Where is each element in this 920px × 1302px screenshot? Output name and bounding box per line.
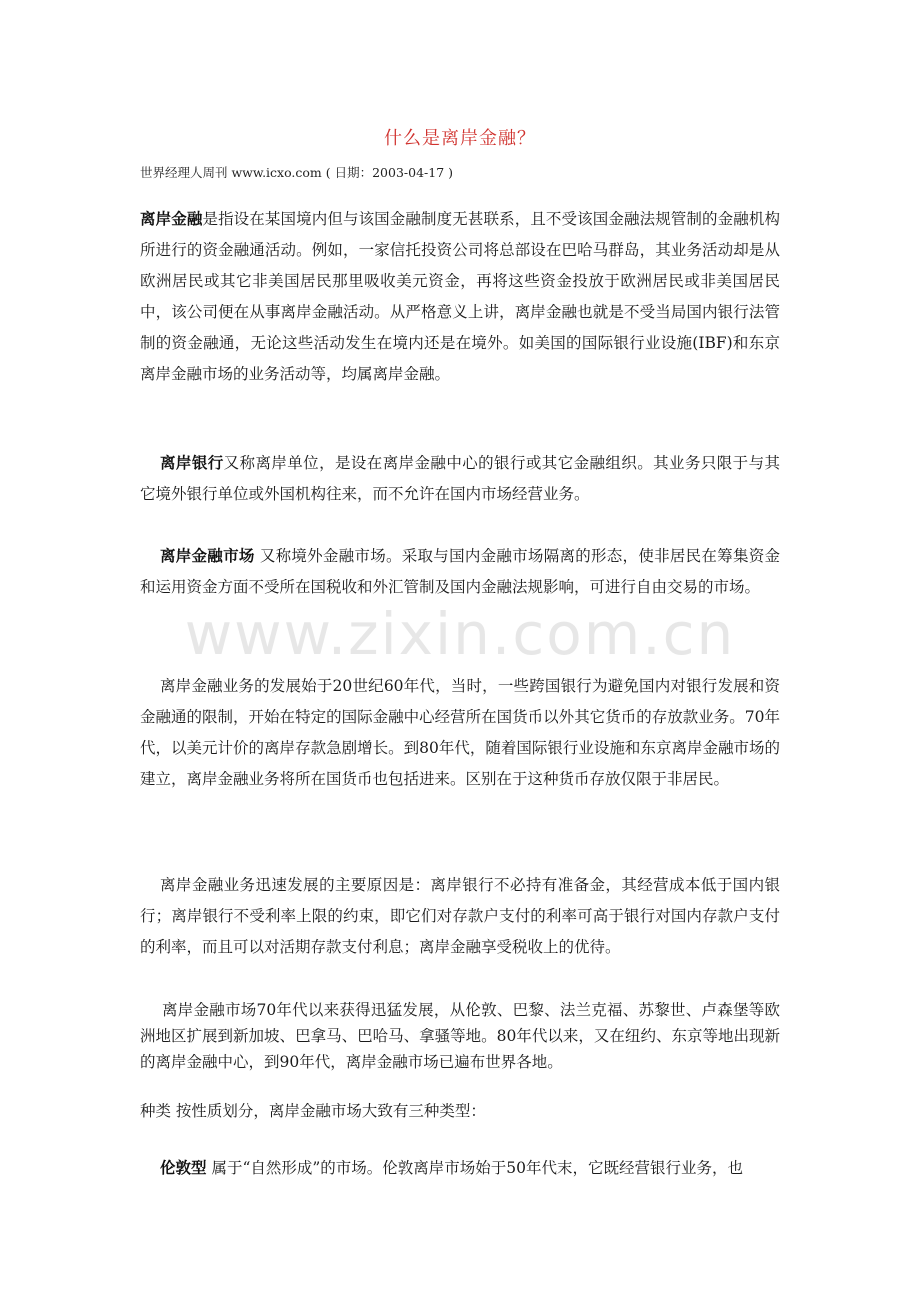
paragraph-text: 种类 按性质划分，离岸金融市场大致有三种类型： xyxy=(140,1102,486,1120)
paragraph-expansion xyxy=(140,997,780,1075)
paragraph-reasons xyxy=(140,870,780,963)
document-title: 什么是离岸金融？ xyxy=(384,128,536,149)
watermark: www.zixin.com.cn xyxy=(184,600,736,668)
term-london-type: 伦敦型 xyxy=(160,1158,207,1177)
term-offshore-bank: 离岸银行 xyxy=(160,453,224,472)
document-meta: 世界经理人周刊 www.icxo.com ( 日期：2003-04-17 ) xyxy=(140,165,454,180)
paragraph-offshore-finance xyxy=(140,203,780,390)
paragraph-text: 又称离岸单位，是设在离岸金融中心的银行或其它金融组织。其业务只限于与其它境外银行单位或外国机构往来，而不允许在国内市场经营业务。 xyxy=(140,454,780,503)
paragraph-london-type xyxy=(140,1152,780,1184)
paragraph-text: 又称境外金融市场。采取与国内金融市场隔离的形态，使非居民在筹集资金和运用资金方面不受所在国税收和外汇管制及国内金融法规影响，可进行自由交易的市场。 xyxy=(140,547,780,596)
paragraph-text: 离岸金融市场70年代以来获得迅猛发展，从伦敦、巴黎、法兰克福、苏黎世、卢森堡等欧洲地区扩展到新加坡、巴拿马、巴哈马、拿骚等地。80年代以来，又在纽约、东京等地出现新的离岸金融中心，到90年代，离岸金融市场已遍布世界各地。 xyxy=(140,1001,780,1071)
paragraph-history xyxy=(140,671,780,795)
paragraph-text: 离岸金融业务迅速发展的主要原因是：离岸银行不必持有准备金，其经营成本低于国内银行；离岸银行不受利率上限的约束，即它们对存款户支付的利率可高于银行对国内存款户支付的利率，而且可以对活期存款支付利息；离岸金融享受税收上的优待。 xyxy=(140,876,780,956)
paragraph-text: 属于“自然形成”的市场。伦敦离岸市场始于50年代末，它既经营银行业务，也 xyxy=(206,1159,744,1177)
paragraph-types xyxy=(140,1096,780,1127)
paragraph-text: 是指设在某国境内但与该国金融制度无甚联系，且不受该国金融法规管制的金融机构所进行的资金融通活动。例如，一家信托投资公司将总部设在巴哈马群岛，其业务活动却是从欧洲居民或其它非美国居民那里吸收美元资金，再将这些资金投放于欧洲居民或非美国居民中，该公司便在从事离岸金融活动。从严格意义上讲，离岸金融也就是不受当局国内银行法管制的资金融通，无论这些活动发生在境内还是在境外。如美国的国际银行业设施(IBF)和东京离岸金融市场的业务活动等，均属离岸金融。 xyxy=(140,210,780,383)
term-offshore-finance: 离岸金融 xyxy=(140,209,203,228)
paragraph-offshore-market xyxy=(140,540,780,603)
paragraph-text: 离岸金融业务的发展始于20世纪60年代，当时，一些跨国银行为避免国内对银行发展和资金融通的限制，开始在特定的国际金融中心经营所在国货币以外其它货币的存放款业务。70年代，以美元计价的离岸存款急剧增长。到80年代，随着国际银行业设施和东京离岸金融市场的建立，离岸金融业务将所在国货币也包括进来。区别在于这种货币存放仅限于非居民。 xyxy=(140,677,780,788)
paragraph-offshore-bank xyxy=(140,447,780,510)
term-offshore-market: 离岸金融市场 xyxy=(160,546,255,565)
